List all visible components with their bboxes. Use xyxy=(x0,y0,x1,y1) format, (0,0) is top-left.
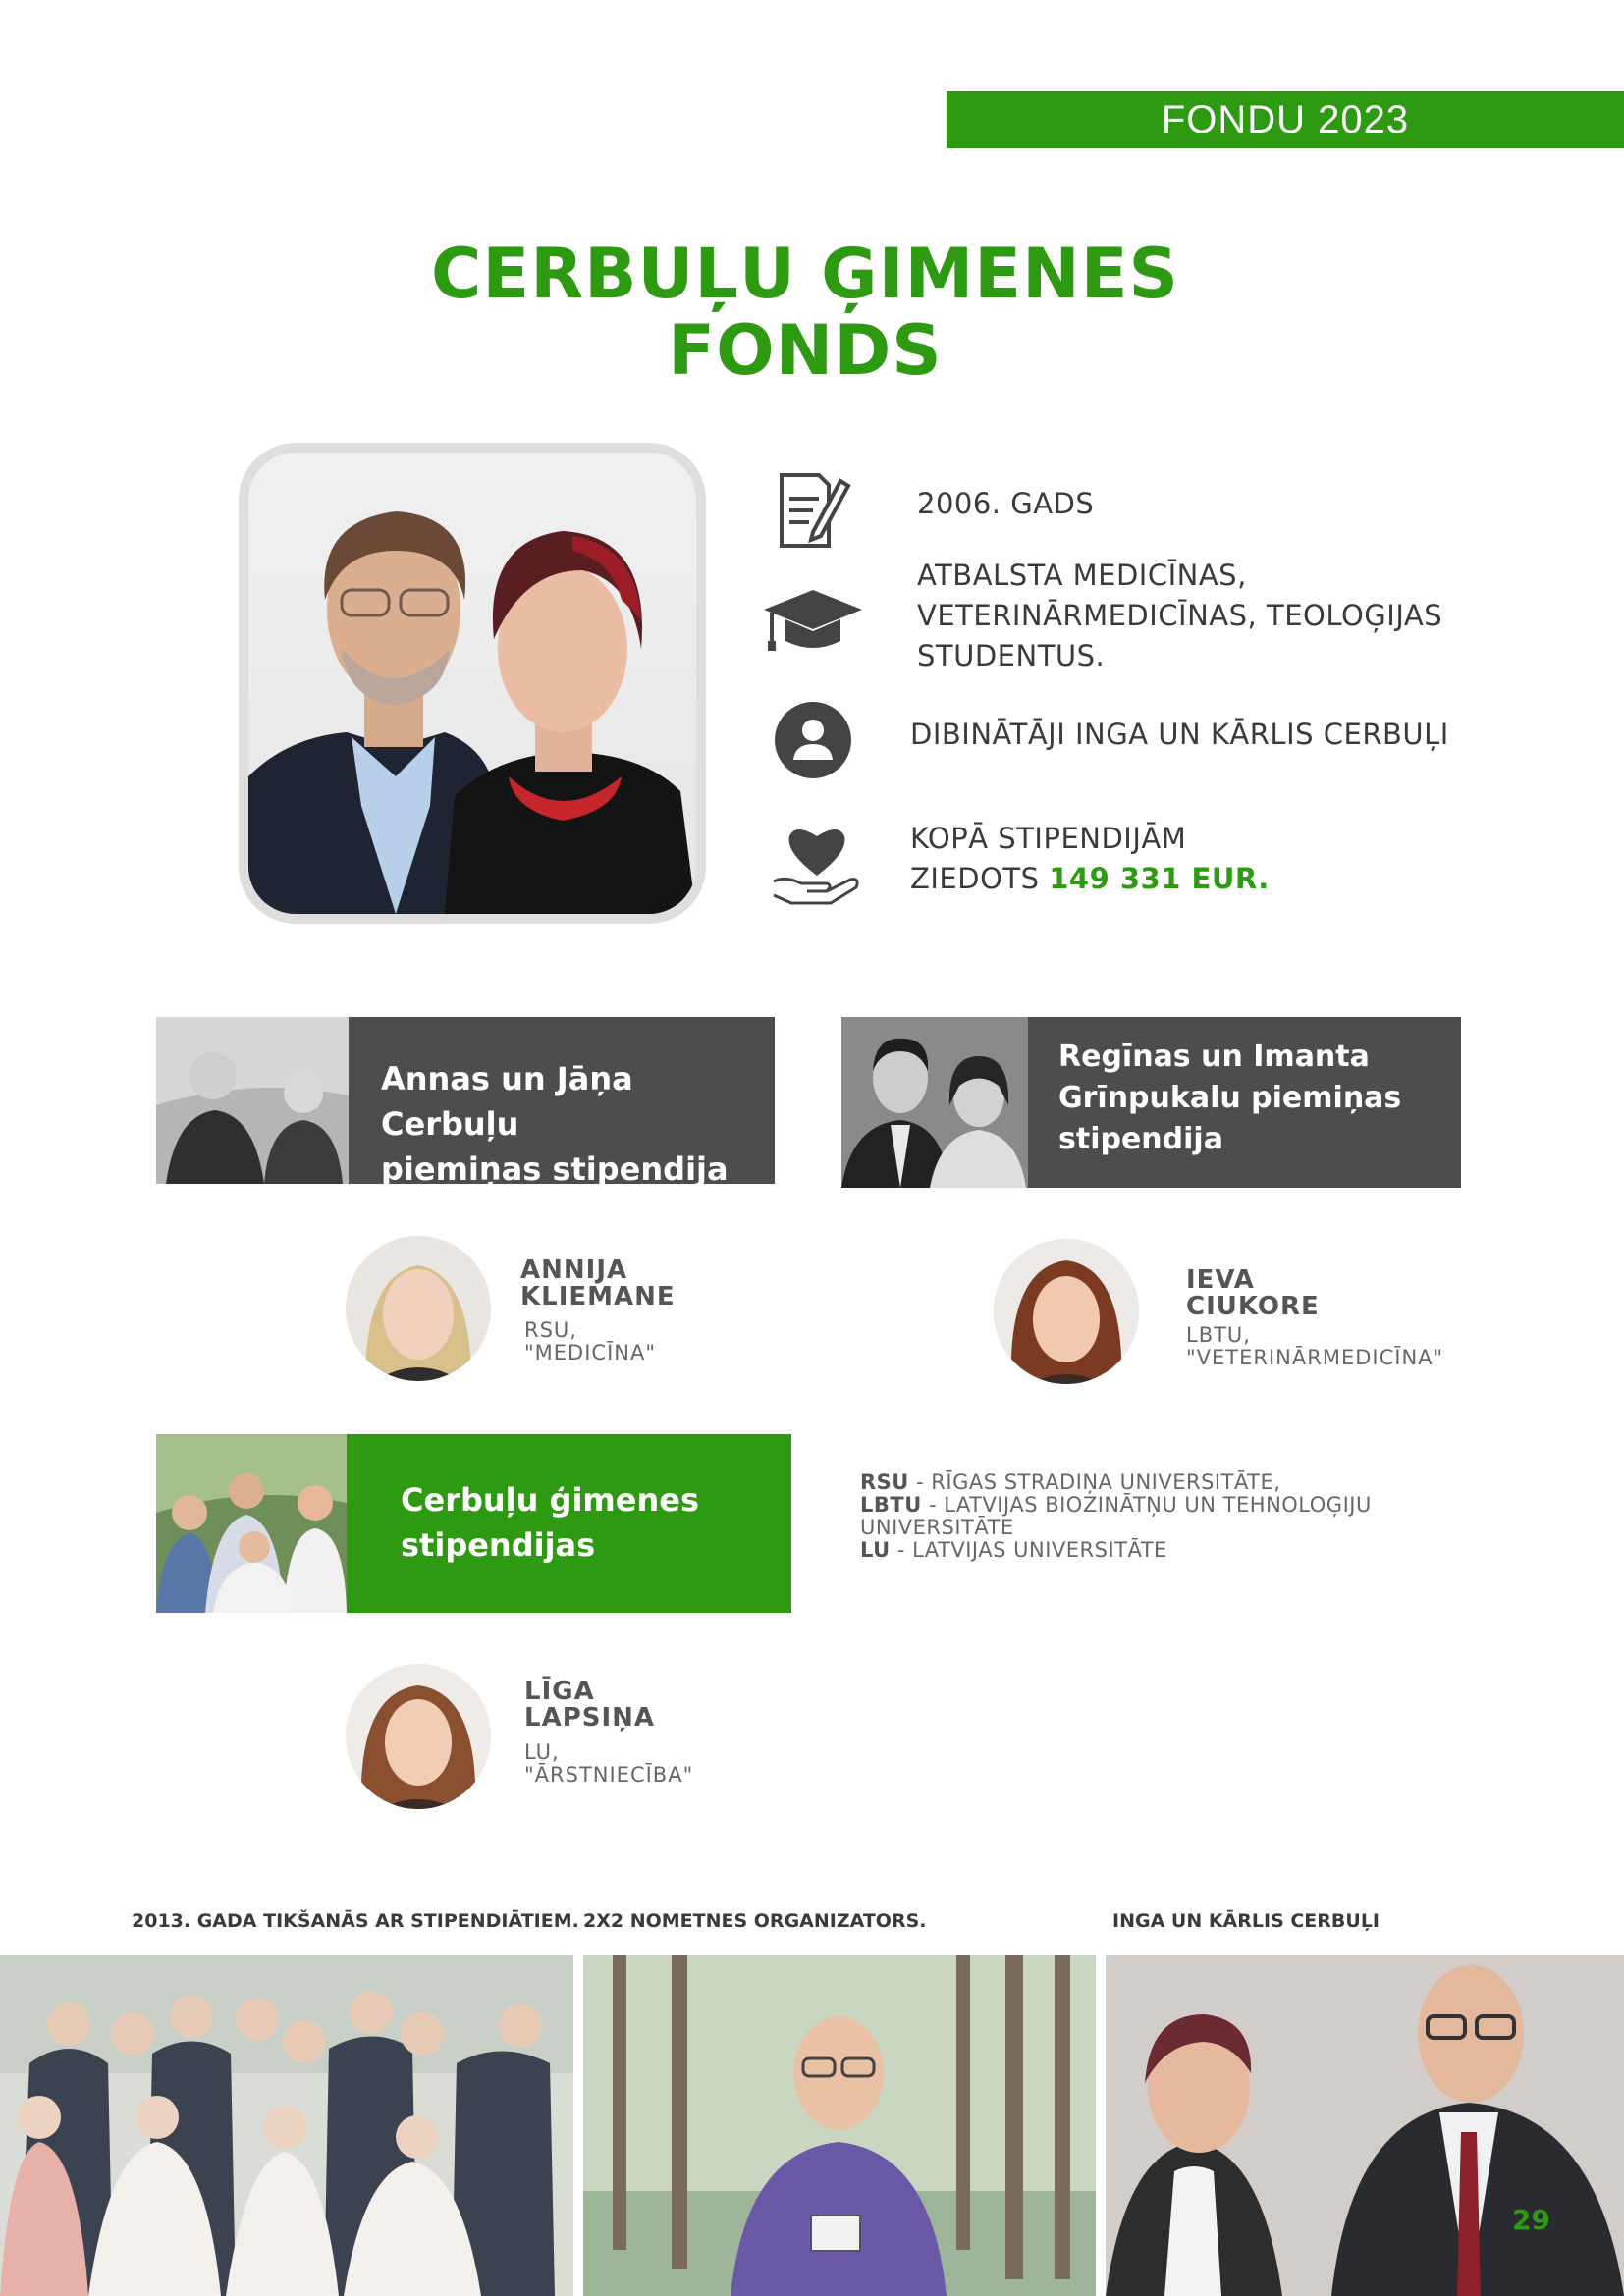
legend-text-lbtu: - LATVIJAS BIOZINĀTŅU UN TEHNOLOĢIJU xyxy=(921,1493,1372,1517)
fact-donated-amount: 149 331 EUR. xyxy=(1049,862,1270,895)
legend-line-lbtu xyxy=(860,1494,1372,1517)
document-pen-icon xyxy=(774,471,852,550)
scholarship-box-anna-janis xyxy=(156,1017,775,1188)
student-detail-liga-line-1: LU, xyxy=(524,1740,560,1764)
founders-photo xyxy=(239,443,706,924)
legend-abbr-lbtu: LBTU xyxy=(860,1493,922,1517)
heart-hand-icon xyxy=(772,823,862,907)
scholarship-label-anna-janis-line-2: piemiņas stipendija xyxy=(381,1150,729,1188)
scholarship-photo-regina-imants xyxy=(841,1017,1028,1188)
legend-abbr-rsu: RSU xyxy=(860,1470,909,1494)
scholarship-label-anna-janis-line-1: Annas un Jāņa Cerbuļu xyxy=(381,1060,633,1143)
student-name-ieva-line-1: IEVA xyxy=(1186,1265,1255,1295)
caption-founders: INGA UN KĀRLIS CERBUĻI xyxy=(1112,1910,1380,1932)
student-name-ieva xyxy=(1186,1267,1320,1320)
fact-support-line-2: VETERINĀRMEDICĪNAS, TEOLOĢIJAS xyxy=(917,599,1443,632)
scholarship-label-regina-imants-line-1: Regīnas un Imanta xyxy=(1058,1040,1370,1074)
student-detail-annija xyxy=(524,1319,656,1364)
student-detail-ieva-line-2: "VETERINĀRMEDICĪNA" xyxy=(1186,1346,1444,1369)
fact-support-line-3: STUDENTUS. xyxy=(917,639,1106,672)
student-detail-ieva-line-1: LBTU, xyxy=(1186,1323,1251,1347)
title-line-1: CERBUĻU ĢIMENES xyxy=(431,234,1179,314)
abbreviation-legend xyxy=(860,1471,1372,1562)
person-icon xyxy=(774,701,852,779)
photo-meeting-2013 xyxy=(0,1955,573,2296)
legend-text-rsu: - RĪGAS STRADIŅA UNIVERSITĀTE, xyxy=(908,1470,1281,1494)
graduation-cap-icon xyxy=(760,584,866,655)
student-detail-ieva xyxy=(1186,1324,1443,1369)
student-detail-annija-line-2: "MEDICĪNA" xyxy=(524,1341,657,1364)
page-title xyxy=(295,236,1316,389)
fact-support xyxy=(917,556,1442,676)
legend-text-lbtu-cont: UNIVERSITĀTE xyxy=(860,1516,1014,1539)
legend-line-rsu xyxy=(860,1471,1372,1494)
fact-donated-prefix: ZIEDOTS xyxy=(910,862,1040,895)
fact-donated-line-1: KOPĀ STIPENDIJĀM xyxy=(910,822,1187,855)
student-name-liga xyxy=(524,1679,655,1732)
scholarship-label-regina-imants-line-3: stipendija xyxy=(1058,1122,1223,1156)
scholarship-box-cerbuli-family xyxy=(156,1434,791,1613)
student-name-annija-line-2: KLIEMANE xyxy=(520,1282,676,1311)
student-name-annija xyxy=(520,1257,676,1310)
legend-abbr-lu: LU xyxy=(860,1538,891,1562)
caption-camp-organizer: 2X2 NOMETNES ORGANIZATORS. xyxy=(583,1910,927,1932)
legend-text-lu: - LATVIJAS UNIVERSITĀTE xyxy=(890,1538,1167,1562)
fact-year xyxy=(917,484,1094,524)
fact-founders-text: DIBINĀTĀJI INGA UN KĀRLIS CERBUĻI xyxy=(910,718,1449,751)
fact-founders xyxy=(910,715,1449,755)
photo-founders-event xyxy=(1106,1955,1624,2296)
student-detail-annija-line-1: RSU, xyxy=(524,1318,577,1342)
student-name-liga-line-1: LĪGA xyxy=(524,1677,595,1706)
fact-year-text: 2006. GADS xyxy=(917,487,1095,520)
scholarship-photo-cerbuli-family xyxy=(156,1434,347,1613)
student-avatar-liga xyxy=(346,1664,491,1809)
scholarship-label-cerbuli-family-line-1: Cerbuļu ģimenes xyxy=(401,1481,699,1519)
title-line-2: FONDS xyxy=(668,310,943,391)
scholarship-photo-anna-janis xyxy=(156,1017,349,1184)
student-name-liga-line-2: LAPSIŅA xyxy=(524,1703,656,1733)
section-header-label: FONDU 2023 xyxy=(1161,97,1410,141)
legend-line-lbtu-cont xyxy=(860,1517,1372,1539)
scholarship-label-regina-imants-line-2: Grīnpukalu piemiņas xyxy=(1058,1081,1402,1115)
student-name-annija-line-1: ANNIJA xyxy=(520,1255,628,1285)
legend-line-lu xyxy=(860,1539,1372,1562)
section-header-bar xyxy=(947,91,1624,148)
student-avatar-ieva xyxy=(994,1239,1139,1384)
scholarship-box-regina-imants xyxy=(841,1017,1461,1188)
fact-donated xyxy=(910,819,1270,899)
caption-meeting-2013: 2013. GADA TIKŠANĀS AR STIPENDIĀTIEM. xyxy=(132,1910,579,1932)
fact-support-line-1: ATBALSTA MEDICĪNAS, xyxy=(917,559,1247,592)
page-number: 29 xyxy=(1512,2204,1550,2236)
student-detail-liga-line-2: "ĀRSTNIECĪBA" xyxy=(524,1763,694,1787)
student-detail-liga xyxy=(524,1741,693,1787)
student-avatar-annija xyxy=(346,1236,491,1381)
photo-camp-organizer xyxy=(583,1955,1096,2296)
student-name-ieva-line-2: CIUKORE xyxy=(1186,1292,1320,1321)
scholarship-label-cerbuli-family-line-2: stipendijas xyxy=(401,1526,596,1564)
